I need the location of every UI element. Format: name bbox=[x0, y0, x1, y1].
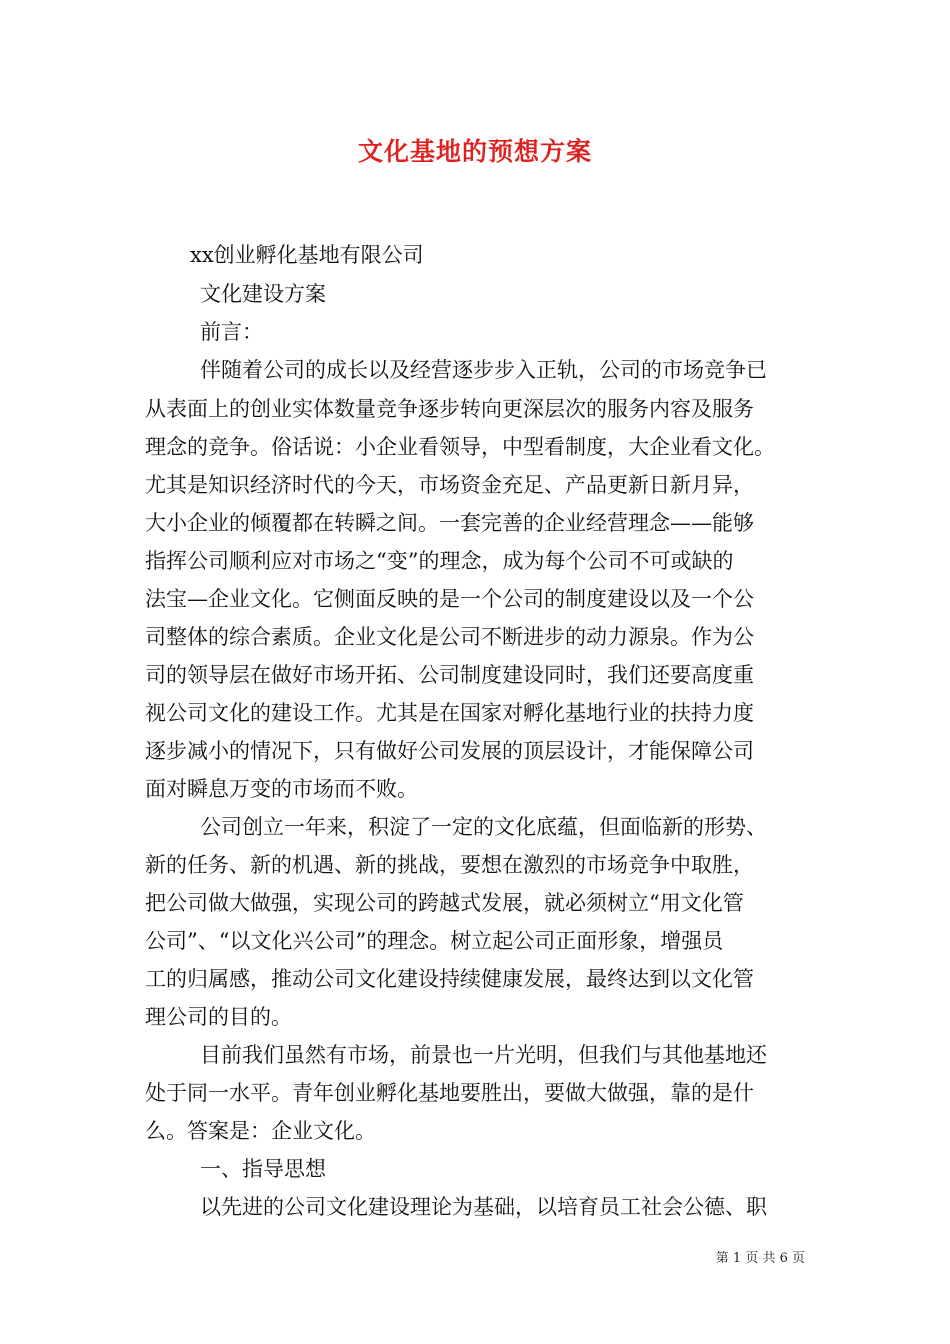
paragraph-line: 大小企业的倾覆都在转瞬之间。一套完善的企业经营理念——能够 bbox=[145, 511, 754, 535]
paragraph-line: 视公司文化的建设工作。尤其是在国家对孵化基地行业的扶持力度 bbox=[145, 701, 754, 725]
paragraph-line: 司整体的综合素质。企业文化是公司不断进步的动力源泉。作为公 bbox=[145, 625, 754, 649]
paragraph-line: 逐步减小的情况下，只有做好公司发展的顶层设计，才能保障公司 bbox=[145, 739, 754, 763]
paragraph-line: 目前我们虽然有市场，前景也一片光明，但我们与其他基地还 bbox=[200, 1043, 767, 1067]
paragraph-line: 理公司的目的。 bbox=[145, 1005, 292, 1029]
company-name-line: xx创业孵化基地有限公司 bbox=[190, 243, 424, 267]
page-number-footer: 第 1 页 共 6 页 bbox=[715, 1251, 805, 1266]
paragraph-line: 司的领导层在做好市场开拓、公司制度建设同时，我们还要高度重 bbox=[145, 663, 754, 687]
paragraph-line: 尤其是知识经济时代的今天，市场资金充足、产品更新日新月异， bbox=[145, 473, 754, 497]
paragraph-line: 面对瞬息万变的市场而不败。 bbox=[145, 777, 418, 801]
paragraph-line: 把公司做大做强，实现公司的跨越式发展，就必须树立“用文化管 bbox=[145, 891, 744, 915]
paragraph-line: 从表面上的创业实体数量竞争逐步转向更深层次的服务内容及服务 bbox=[145, 397, 754, 421]
preface-heading: 前言： bbox=[200, 320, 263, 344]
section-heading-guiding-ideology: 一、指导思想 bbox=[200, 1157, 326, 1181]
paragraph-line: 么。答案是：企业文化。 bbox=[145, 1119, 376, 1143]
paragraph-line: 新的任务、新的机遇、新的挑战，要想在激烈的市场竞争中取胜， bbox=[145, 853, 754, 877]
document-title: 文化基地的预想方案 bbox=[357, 137, 592, 166]
paragraph-line: 公司创立一年来，积淀了一定的文化底蕴，但面临新的形势、 bbox=[200, 815, 767, 839]
paragraph-line: 公司”、“以文化兴公司”的理念。树立起公司正面形象，增强员 bbox=[145, 929, 724, 953]
paragraph-line: 理念的竞争。俗话说：小企业看领导，中型看制度，大企业看文化。 bbox=[145, 435, 775, 459]
paragraph-line: 指挥公司顺利应对市场之“变”的理念，成为每个公司不可或缺的 bbox=[145, 549, 734, 573]
paragraph-line: 处于同一水平。青年创业孵化基地要胜出，要做大做强，靠的是什 bbox=[145, 1081, 754, 1105]
paragraph-line: 伴随着公司的成长以及经营逐步步入正轨，公司的市场竞争已 bbox=[200, 358, 767, 382]
paragraph-line: 工的归属感，推动公司文化建设持续健康发展，最终达到以文化管 bbox=[145, 967, 754, 991]
paragraph-line: 法宝—企业文化。它侧面反映的是一个公司的制度建设以及一个公 bbox=[145, 587, 754, 611]
paragraph-line: 以先进的公司文化建设理论为基础，以培育员工社会公德、职 bbox=[200, 1195, 767, 1219]
plan-title-line: 文化建设方案 bbox=[200, 282, 326, 306]
